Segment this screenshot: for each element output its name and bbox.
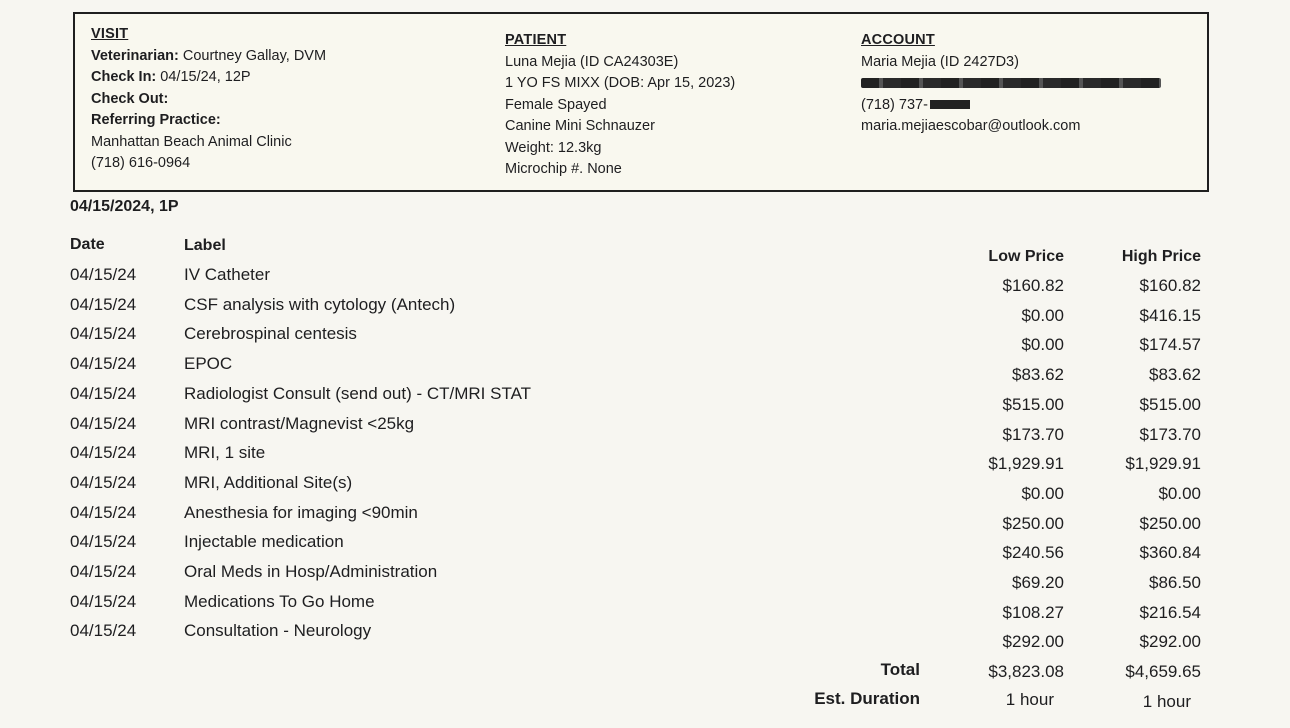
column-header-low-price: Low Price — [988, 248, 1064, 265]
visit-datetime: 04/15/2024, 1P — [70, 198, 179, 215]
row-label: EPOC — [184, 354, 233, 374]
row-label: CSF analysis with cytology (Antech) — [184, 294, 456, 314]
account-title: ACCOUNT — [861, 32, 935, 48]
row-date: 04/15/24 — [70, 265, 137, 284]
row-date: 04/15/24 — [70, 413, 137, 433]
row-low-price: $160.82 — [1002, 276, 1064, 295]
table-row — [0, 532, 1290, 562]
table-row — [0, 324, 1290, 354]
patient-name-id: Luna Mejia (ID CA24303E) — [505, 53, 679, 70]
account-phone: (718) 737- — [861, 96, 928, 113]
row-low-price: $69.20 — [1012, 573, 1064, 592]
visit-title: VISIT — [91, 26, 129, 42]
row-high-price: $216.54 — [1139, 602, 1201, 622]
row-label: Radiologist Consult (send out) - CT/MRI STAT — [184, 383, 532, 403]
row-low-price: $240.56 — [1002, 543, 1064, 563]
check-in-value: 04/15/24, 12P — [156, 69, 251, 85]
row-date: 04/15/24 — [70, 591, 137, 611]
row-label: Anesthesia for imaging <90min — [184, 502, 418, 522]
est-duration-low: 1 hour — [1005, 690, 1054, 709]
est-duration-high: 1 hour — [1142, 692, 1191, 711]
referring-practice-name: Manhattan Beach Animal Clinic — [91, 133, 292, 150]
row-high-price: $0.00 — [1158, 483, 1201, 503]
row-date: 04/15/24 — [70, 324, 137, 344]
referring-practice-label: Referring Practice: — [91, 112, 221, 128]
row-date: 04/15/24 — [70, 383, 137, 403]
row-low-price: $515.00 — [1002, 394, 1064, 414]
table-row — [0, 443, 1290, 473]
row-high-price: $250.00 — [1139, 513, 1201, 533]
row-label: Consultation - Neurology — [184, 621, 372, 641]
row-high-price: $174.57 — [1139, 335, 1201, 355]
patient-title: PATIENT — [505, 32, 567, 48]
patient-weight: Weight: 12.3kg — [505, 139, 602, 156]
table-row — [0, 265, 1290, 295]
patient-age-breed-dob: 1 YO FS MIXX (DOB: Apr 15, 2023) — [505, 75, 736, 91]
total-low-price: $3,823.08 — [988, 662, 1064, 681]
column-header-date: Date — [70, 236, 105, 253]
row-date: 04/15/24 — [70, 621, 137, 641]
row-date: 04/15/24 — [70, 294, 137, 314]
row-high-price: $1,929.91 — [1125, 454, 1201, 474]
row-label: Oral Meds in Hosp/Administration — [184, 562, 438, 581]
row-label: MRI contrast/Magnevist <25kg — [184, 413, 415, 433]
row-date: 04/15/24 — [70, 354, 137, 374]
row-high-price: $292.00 — [1139, 632, 1201, 652]
row-label: MRI, Additional Site(s) — [184, 472, 353, 492]
row-low-price: $173.70 — [1002, 424, 1064, 444]
table-row — [0, 621, 1290, 651]
row-high-price: $86.50 — [1149, 573, 1201, 592]
row-label: MRI, 1 site — [184, 443, 266, 463]
row-high-price: $173.70 — [1139, 424, 1201, 444]
row-date: 04/15/24 — [70, 502, 137, 522]
row-label: Cerebrospinal centesis — [184, 324, 357, 344]
row-low-price: $83.62 — [1012, 365, 1064, 385]
row-date: 04/15/24 — [70, 443, 137, 463]
table-row — [0, 414, 1290, 444]
row-date: 04/15/24 — [70, 472, 137, 492]
row-high-price: $515.00 — [1139, 394, 1201, 414]
patient-microchip: Microchip #. None — [505, 161, 622, 177]
patient-sex: Female Spayed — [505, 96, 607, 113]
table-row — [0, 503, 1290, 533]
account-email: maria.mejiaescobar@outlook.com — [861, 118, 1081, 134]
row-low-price: $250.00 — [1002, 513, 1064, 533]
row-high-price: $360.84 — [1139, 543, 1201, 563]
total-high-price: $4,659.65 — [1125, 662, 1201, 681]
table-row — [0, 473, 1290, 503]
column-header-label: Label — [184, 237, 226, 254]
row-low-price: $292.00 — [1002, 632, 1064, 652]
row-high-price: $83.62 — [1149, 365, 1201, 385]
table-row — [0, 592, 1290, 622]
row-low-price: $108.27 — [1002, 602, 1064, 622]
table-row — [0, 384, 1290, 414]
row-high-price: $416.15 — [1139, 305, 1201, 325]
check-out-label: Check Out: — [91, 90, 169, 107]
total-label: Total — [880, 660, 920, 679]
row-high-price: $160.82 — [1139, 276, 1201, 295]
est-duration-label: Est. Duration — [814, 689, 920, 708]
row-low-price: $0.00 — [1021, 483, 1064, 503]
row-date: 04/15/24 — [70, 562, 137, 581]
column-header-high-price: High Price — [1121, 248, 1201, 265]
row-low-price: $1,929.91 — [988, 454, 1064, 474]
account-name-id: Maria Mejia (ID 2427D3) — [861, 53, 1019, 70]
row-date: 04/15/24 — [70, 532, 137, 552]
veterinarian-value: Courtney Gallay, DVM — [178, 47, 327, 64]
patient-breed: Canine Mini Schnauzer — [505, 118, 655, 134]
row-label: IV Catheter — [184, 265, 270, 284]
row-label: Injectable medication — [184, 532, 344, 552]
table-row — [0, 354, 1290, 384]
row-label: Medications To Go Home — [184, 591, 375, 611]
row-low-price: $0.00 — [1021, 305, 1064, 325]
referring-practice-phone: (718) 616-0964 — [91, 155, 191, 171]
row-low-price: $0.00 — [1021, 335, 1064, 355]
table-row — [0, 562, 1290, 592]
veterinarian-label: Veterinarian: — [91, 47, 179, 64]
table-row — [0, 295, 1290, 325]
check-in-label: Check In: — [91, 69, 157, 85]
